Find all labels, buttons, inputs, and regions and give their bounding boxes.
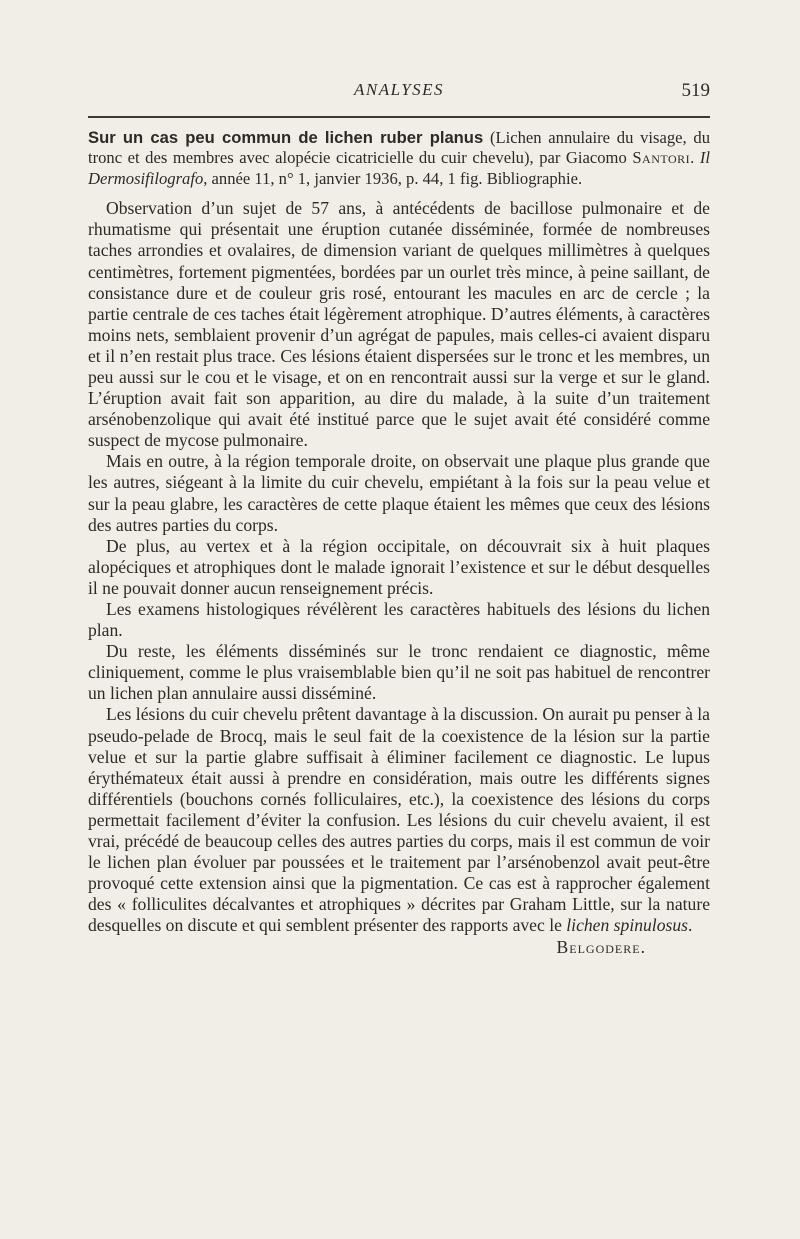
page-number: 519 [681,80,710,101]
citation-details-separator: . [690,148,700,168]
article-body [88,128,710,958]
paragraph-discussion [88,704,710,957]
page-header [88,80,710,104]
paragraph-temporal-plaque: Mais en outre, à la région temporale droite, on observait une plaque plus grande que les autres, siégeant à la limite du cuir chevelu, empiétant à la fois sur la peau velue et sur la peau glabre, les caractères de cette plaque étaient les mêmes que ceux des lésions des autres parties du corps. [88,451,710,535]
header-rule [88,116,710,118]
citation [88,128,710,189]
discussion-end: . [687,915,693,936]
paragraph-observation: Observation d’un sujet de 57 ans, à antécédents de bacillose pulmonaire et de rhumatisme qui présentait une éruption cutanée disséminée, formée de nombreuses taches arrondies et ovalaires, de dimension variant de quelques millimètres à quelques centimètres, fortement pigmentées, bordées par un ourlet très mince, à peine saillant, de consistance dure et de couleur gris rosé, entourant les macules en arc de cercle ; la partie centrale de ces taches était légèrement atrophique. D’autres éléments, à caractères moins nets, semblaient provenir d’un agrégat de papules, mais celles-ci avaient disparu et il n’en restait plus trace. Ces lésions étaient dispersées sur le tronc et les membres, un peu aussi sur le cou et le visage, et on en rencontrait aussi sur la verge et sur le gland. L’éruption avait fait son apparition, au dire du malade, à la suite d’un traitement arsénobenzolique qui avait été institué parce que le sujet avait été considéré comme suspect de mycose pulmonaire. [88,198,710,451]
paragraph-histology: Les examens histologiques révélèrent les caractères habituels des lésions du lichen plan. [88,599,710,641]
paragraph-vertex: De plus, au vertex et à la région occipitale, on découvrait six à huit plaques alopéciques et atrophiques dont le malade ignorait l’existence et sur le début desquelles il ne pouvait donner aucun renseignement précis. [88,535,710,598]
citation-journal: Il Dermosifilografo [88,148,710,188]
running-head: ANALYSES [353,80,445,99]
paragraph-diagnosis: Du reste, les éléments disséminés sur le tronc rendaient ce diagnostic, même cliniquement, comme le plus vraisemblable bien qu’il ne soit pas habituel de rencontrer un lichen plan annulaire aussi disséminé. [88,641,710,704]
citation-title: Sur un cas peu commun de lichen ruber planus [88,128,484,147]
author-signature: Belgodere. [556,936,646,957]
citation-issue: , année 11, n° 1, janvier 1936, p. 44, 1 fig. Bibliographie. [203,168,583,188]
citation-details: (Lichen annulaire du visage, du tronc et des membres avec alopécie cicatricielle du cuir chevelu), par Giacomo [88,128,710,168]
discussion-text: Les lésions du cuir chevelu prêtent davantage à la discussion. On aurait pu penser à la pseudo-pelade de Brocq, mais le seul fait de la coexistence de la lésion sur la partie velue et sur la partie glabre suffisait à éliminer facilement ce diagnostic. Le lupus érythémateux était aussi à prendre en considération, mais outre les différents signes différentiels (bouchons cornés folliculaires, etc.), la coexistence des lésions du corps permettait facilement d’éviter la confusion. Les lésions du cuir chevelu avaient, il est vrai, précédé de beaucoup celles des autres parties du corps, mais il est commun de voir le lichen plan évoluer par poussées et le traitement par l’arsénobenzol avait peut-être provoqué cette extension ainsi que la pigmentation. Ce cas est à rapprocher également des « folliculites décalvantes et atrophiques » décrites par Graham Little, sur la nature desquelles on discute et qui semblent présenter des rapports avec le [88,704,710,936]
citation-author: Santori [632,148,691,168]
discussion-italic-term: lichen spinulosus [566,915,688,936]
